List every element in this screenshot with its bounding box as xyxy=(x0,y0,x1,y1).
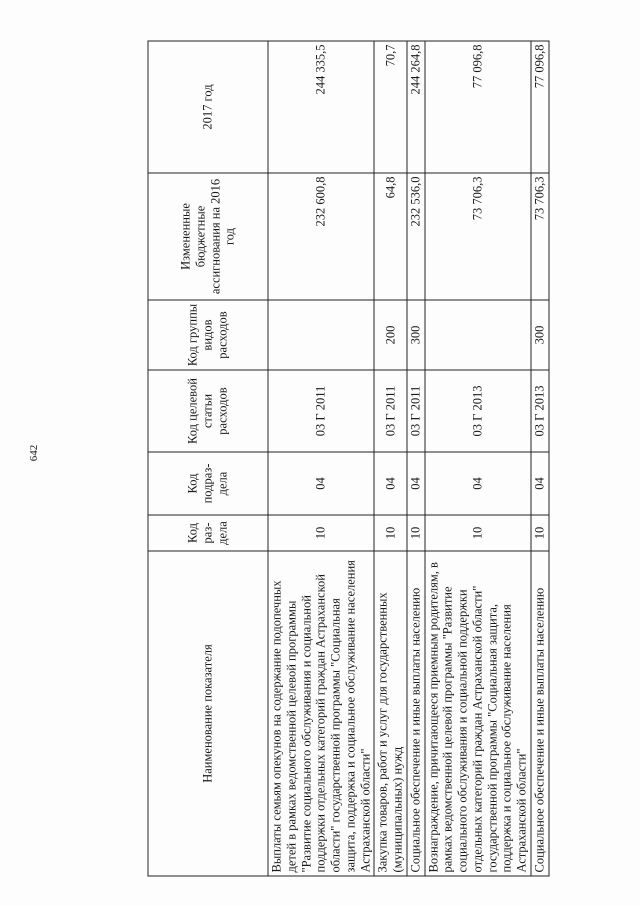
row-name: Социальное обеспечение и иные выплаты населению xyxy=(407,551,425,876)
row-target: 03 Г 2011 xyxy=(268,370,374,452)
row-razdel: 10 xyxy=(374,515,407,551)
rotated-table-wrapper xyxy=(148,42,547,877)
budget-table xyxy=(148,41,550,877)
row-name: Закупка товаров, работ и услуг для государственных (муниципальных) нужд xyxy=(374,551,407,876)
row-2017: 244 335,5 xyxy=(268,41,374,173)
row-changed: 232 600,8 xyxy=(268,173,374,300)
row-target: 03 Г 2011 xyxy=(407,370,425,452)
row-razdel: 10 xyxy=(407,515,425,551)
row-razdel: 10 xyxy=(268,515,374,551)
row-2017: 77 096,8 xyxy=(531,41,549,173)
table-row xyxy=(425,41,531,876)
table-row xyxy=(374,41,407,876)
row-podrazdel: 04 xyxy=(531,452,549,515)
header-row xyxy=(148,41,268,876)
row-target: 03 Г 2011 xyxy=(374,370,407,452)
row-2017: 70,7 xyxy=(374,41,407,173)
row-group xyxy=(268,300,374,370)
page-number: 642 xyxy=(28,444,40,462)
row-changed: 73 706,3 xyxy=(425,173,531,300)
row-razdel: 10 xyxy=(531,515,549,551)
row-podrazdel: 04 xyxy=(374,452,407,515)
header-name: Наименование показателя xyxy=(148,551,268,876)
row-group xyxy=(425,300,531,370)
row-podrazdel: 04 xyxy=(407,452,425,515)
header-razdel: Код раз-дела xyxy=(148,515,268,551)
header-changed: Измененные бюджетные ассигнования на 2016 год xyxy=(148,173,268,300)
table-row xyxy=(407,41,425,876)
header-2017: 2017 год xyxy=(148,41,268,173)
row-group: 300 xyxy=(407,300,425,370)
row-group: 200 xyxy=(374,300,407,370)
row-target: 03 Г 2013 xyxy=(425,370,531,452)
header-podrazdel: Код подраз-дела xyxy=(148,452,268,515)
row-podrazdel: 04 xyxy=(425,452,531,515)
row-2017: 77 096,8 xyxy=(425,41,531,173)
row-2017: 244 264,8 xyxy=(407,41,425,173)
header-group: Код группы видов расходов xyxy=(148,300,268,370)
header-target: Код целевой статьи расходов xyxy=(148,370,268,452)
row-target: 03 Г 2013 xyxy=(531,370,549,452)
row-name: Социальное обеспечение и иные выплаты населению xyxy=(531,551,549,876)
table-row xyxy=(531,41,549,876)
row-podrazdel: 04 xyxy=(268,452,374,515)
row-razdel: 10 xyxy=(425,515,531,551)
row-changed: 64,8 xyxy=(374,173,407,300)
row-changed: 232 536,0 xyxy=(407,173,425,300)
row-group: 300 xyxy=(531,300,549,370)
row-name: Выплаты семьям опекунов на содержание подопечных детей в рамках ведомственной целевой программы "Развитие социального обслуживания и социальной поддержки отдельных категорий граждан Астраханской области" государственной программы "Социальная защита, поддержка и социальное обслуживание населения Астраханской области" xyxy=(268,551,374,876)
row-name: Вознаграждение, причитающееся приемным родителям, в рамках ведомственной целевой программы "Развитие социального обслуживания и социальной поддержки отдельных категорий граждан Астраханской области" государственной программы "Социальная защита, поддержка и социальное обслуживание населения Астраханской области" xyxy=(425,551,531,876)
table-row xyxy=(268,41,374,876)
row-changed: 73 706,3 xyxy=(531,173,549,300)
